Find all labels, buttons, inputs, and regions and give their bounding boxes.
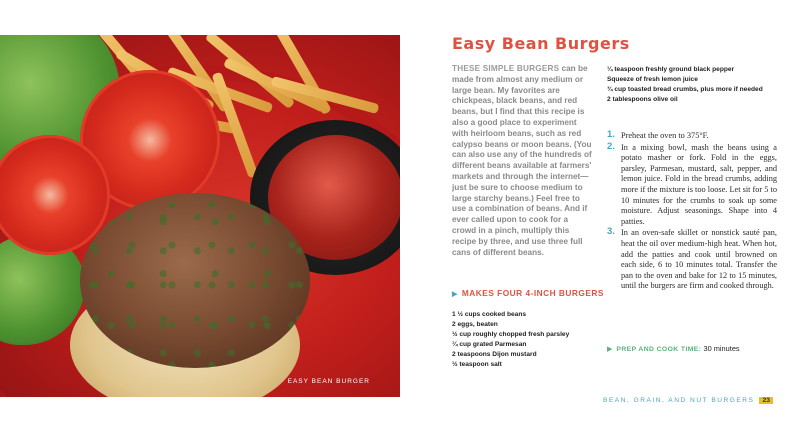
ingredient-item: ½ cup roughly chopped fresh parsley bbox=[452, 331, 570, 338]
step-number: 1. bbox=[607, 129, 615, 140]
prep-cook-time bbox=[607, 344, 740, 353]
ingredient-item: 2 tablespoons olive oil bbox=[607, 96, 678, 104]
step-text: In a mixing bowl, mash the beans using a potato masher or fork. Fold in the eggs, parsley, Parmesan, mustard, salt, pepper, and lemon juice. Fold in the bread crumbs, adding more if the mixture is too loose. Let sit for 5 to 10 minutes for the crumbs to soak up some moisture. Adjust seasonings. Shape into 4 patties. bbox=[621, 142, 777, 226]
ingredient-item: 2 teaspoons Dijon mustard bbox=[452, 351, 537, 358]
intro-body: can be made from almost any medium or large bean. My favorites are chickpeas, black beans, and red beans, but I find that this recipe is also a good place to experiment with heirloom beans, such as red calypso beans or moon beans. (You can also use any of the hundreds of different beans available at farmers' markets and through the internet—just be sure to choose medium to large starchy beans.) Feel free to use a combination of beans. And if ever called upon to cook for a crowd in a pinch, multiply this recipe by three, and use three full cans of different beans. bbox=[452, 64, 592, 257]
page-footer bbox=[603, 397, 773, 404]
time-value: 30 minutes bbox=[703, 344, 740, 353]
method-step bbox=[607, 140, 777, 228]
recipe-yield bbox=[452, 288, 604, 298]
time-label: PREP AND COOK TIME: bbox=[616, 346, 702, 353]
ingredient-item: 2 eggs, beaten bbox=[452, 321, 498, 328]
photo-caption: EASY BEAN BURGER bbox=[287, 378, 370, 385]
running-footer-section: BEAN, GRAIN, AND NUT BURGERS bbox=[603, 397, 755, 404]
step-number: 2. bbox=[607, 140, 615, 152]
method-steps bbox=[607, 131, 777, 293]
ingredient-list-continued bbox=[607, 65, 767, 105]
intro-lead: THESE SIMPLE BURGERS bbox=[452, 64, 560, 73]
recipe-intro bbox=[452, 64, 594, 258]
triangle-bullet-icon: ▶ bbox=[607, 346, 613, 353]
triangle-bullet-icon: ▶ bbox=[452, 291, 458, 298]
ingredient-item: Squeeze of fresh lemon juice bbox=[607, 76, 698, 84]
yield-text: MAKES FOUR 4-INCH BURGERS bbox=[461, 288, 604, 298]
ingredient-item: ½ teaspoon salt bbox=[452, 361, 502, 368]
ingredient-item: ¾ cup toasted bread crumbs, plus more if needed bbox=[607, 86, 763, 94]
method-step bbox=[607, 131, 777, 142]
ingredient-list bbox=[452, 310, 612, 370]
method-step bbox=[607, 228, 777, 292]
step-text: Preheat the oven to 375°F. bbox=[621, 131, 709, 140]
ingredient-item: ¼ cup grated Parmesan bbox=[452, 341, 527, 348]
ingredient-item: 1 ½ cups cooked beans bbox=[452, 311, 527, 318]
burger-photo bbox=[0, 35, 400, 397]
recipe-title: Easy Bean Burgers bbox=[452, 34, 630, 53]
bean-patty bbox=[80, 193, 310, 368]
step-text: In an oven-safe skillet or nonstick sauté pan, heat the oil over medium-high heat. When hot, add the patties and cook until browned on each side, 6 to 10 minutes total. Transfer the pan to the oven and bake for 12 to 15 minutes, until the burgers are firm and cooked through. bbox=[621, 228, 777, 291]
step-number: 3. bbox=[607, 226, 615, 238]
ingredient-item: ¼ teaspoon freshly ground black pepper bbox=[607, 66, 735, 73]
page-number: 23 bbox=[759, 397, 773, 404]
